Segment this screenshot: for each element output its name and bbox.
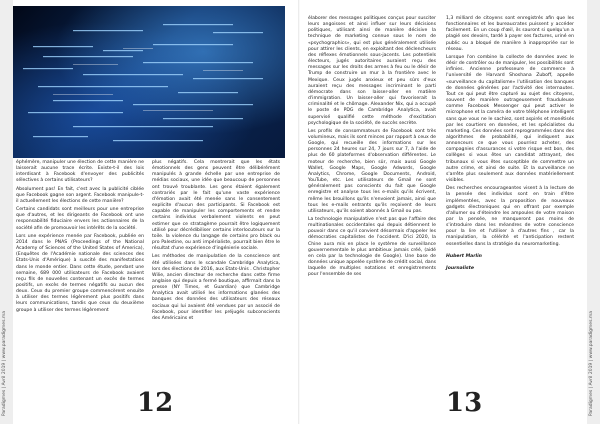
side-strip-text: Paradigmes | Avril 2019 | www.paradigmes.ma (589, 310, 594, 416)
article-column-4 (446, 16, 574, 396)
paragraph: plus négatifs. Cela montrerait que les états émotionnels des gens peuvent être délibérément manipulés à grande échelle par une entreprise de médias sociaux, une idée que beaucoup de personnes ont trouvé troublante. Les gens étaient également contrariés par le fait qu'une vaste expérience d'émotion avait été menée sans le consentement explicite d'aucun des participants. Si Facebook est capable de manipuler les comportements et rendre certains individus verbalement violents en peut estimer que ce stratagème pourrait être logiquement utilisé pour décrédibiliser certains interlocuteurs sur la toile. la violence du langage de certains pro black ou pro Palestine, ou anti impérialiste, pourrait bien être le résultat d'une expérience d'ingénierie sociale. (152, 160, 280, 252)
paragraph: Lors une expérience menée par Facebook, publiée en 2014 dans le PNAS (Proceedings of the National Academy of Sciences of the United States of America), (Enquêtes de l'Académie nationale des sciences des Etats-Unis d'Amérique) à suscité des manifestations dans le monde entier. Dans cette étude, pendant une semaine, 689 000 utilisateurs de Facebook avaient reçu fils de nouvelles contenant un excès de termes positifs, un excès de termes négatifs ou aucun des deux. Ceux du premier groupe commencèrent ensuite à utiliser des termes légèrement plus positifs dans leurs communications, tandis que ceux du deuxième groupe à utiliser des termes légèrement (16, 233, 144, 313)
paragraph: Des recherches encourageantes visent à la lecture de la pensée des individus sont en train d'être implémentées, avec la proposition de nouveaux gadgets électroniques qui en offrant par exemple d'allumer ou d'éteindre les ampoules de votre maison par la pensée, ne manqueront pas moins de s'introduire dans les méandres de votre conscience pour la lire et l'utiliser à d'autres fins , car la manipulation, la célérité et l'anticipation restent essentielles dans la stratégie du neuromarketing. (446, 186, 574, 247)
paragraph: Les profils de consommateurs de Facebook sont très volumineux, mais ils sont minces par rapport à ceux de Google, qui recueille des informations sur les personnes 24 heures sur 24, 7 jours sur 7, à l'aide de plus de 60 plateformes d'observation différentes. Le moteur de recherche, bien sûr, mais aussi Google Wallet, Google Maps, Google Adwords, Google Analytics, Chrome, Google Documents, Android, YouTube, etc. Les utilisateurs de Gmail ne sont généralement pas conscients du fait que Google enregistre et analyse tous les e-mails qu'ils écrivent, même les brouillons qu'ils n'envoient jamais, ainsi que tous les e-mails entrants qu'ils reçoivent de leurs utilisateurs, qu'ils soient abonnés à Gmail ou pas. (308, 128, 436, 214)
paragraph: Les méthodes de manipulation de la conscience ont été utilisées dans le scandale Cambridge Analytica, lors des élections de 2016, aux Etats-Unis . Christopher Wilie, ancien directeur de recherche dans cette firme anglaise qui depuis a fermé boutique, affirmait dans la presse (NY Times, et Guardian) que Cambridge Analytica avait utilisé les informations glanées des banques des données des utilisateurs des réseaux sociaux qui lui avaient été vendues par un associé de Facebook, pour identifier les préjugés subconscients des Américains et (152, 254, 280, 321)
author-role: Journaliste (446, 265, 474, 271)
page-number: 13 (446, 388, 483, 418)
code-lines-graphic (13, 6, 285, 158)
paragraph: Lorsque l'on combine la collecte de données avec le désir de contrôler ou de manipuler, les possibilités sont infinies. Ancienne professeure de commerce à l'université de Harvard Shoshana Zuboff, appelle «surveillance du capitalisme» l'utilisation des banques de données générées par l'activité des internautes. Tout ce qui peut être capturé au sujet des citoyens, souvent de manière outrageusement frauduleuse comme Facebook Messenger qui peut activer le microphone et la caméra de votre téléphone intelligent sans que vous ne le sachiez, sont aspirés et monétisés par les courtiers en données, et les spécialistes du marketing. Ces données sont reprogrammées dans des algorithmes de probabilité, qui indiquent aux annonceurs ce que vous pourriez acheter, des compagnies d'assurances si votre risque est bon, des collèges si vous êtes un candidat attrayant, des tribunaux si vous êtes susceptible de commettre un autre crime, et ainsi de suite. Et la surveillance ne s'arrête plus seulement aux données matériellement visibles. (446, 54, 574, 184)
paragraph: éphémère, manipuler une élection de cette manière ne laisserait aucune trace écrite. Existe-t-il des lois interdisant à Facebook d'envoyer des publicités sélectives à certains utilisateurs? (16, 160, 144, 184)
paragraph: 1,3 milliard de citoyens sont enregistrés afin que les fonctionnaires et les bureaucrates puissent y accéder facilement. En un coup d'œil, ils sauront si quelqu'un a plagié ses devoirs, tardé à payer ses factures, uriné en public ou a bloqué de manière à inappropriée sur le réseau. (446, 16, 574, 52)
side-strip-left (0, 0, 13, 424)
article-column-1 (16, 160, 144, 400)
page-number: 12 (137, 388, 174, 418)
side-strip-right (587, 0, 600, 424)
hero-image (13, 6, 285, 158)
article-column-3 (308, 16, 436, 396)
paragraph: élaborer des messages politiques conçus pour susciter leurs angoisses et ainsi influer sur leurs décisions politiques, utilisant ainsi de manière décisive la technique de marketing connue sous le nom de «psychographics», qui est plus généralement utilisée pour attirer les clients, en exploitant des déclencheurs des réflexes émotionnels sous-jacents. Les potentiels électeurs, jugés autoritaires auraient reçu des messages sur les droits des armes à feu ou le désir de Trump de construire un mur à la frontière avec le Mexique. Ceux jugés anxieux et peu sûrs d'eux auraient reçu des messages incriminant le parti démocrate dans son laisser-aller en matière d'immigration. Un laisser-aller qui favoriserait la criminalité et le chômage. Alexander Nix, qui a occupé le poste de PDG de Cambridge Analytica, avait supervisé qualifié cette méthode d'excitation psychologique de la société, de succès secrète. (308, 16, 436, 126)
paragraph: Absolument pas! En fait, c'est avec la publicité ciblée que Facebook gagne son argent. Facebook manipule-t-il actuellement les élections de cette manière? (16, 186, 144, 204)
side-strip-text: Paradigmes | Avril 2019 | www.paradigmes.ma (2, 310, 7, 416)
author-name: Hubert Marlin (446, 253, 482, 259)
article-column-2 (152, 160, 280, 400)
paragraph: Certains candidats sont meilleurs pour une entreprise que d'autres, et les dirigeants de Facebook ont une responsabilité fiduciaire envers les actionnaires de la société afin de promouvoir les intérêts de la société. (16, 207, 144, 231)
paragraph: La technologie manipulative n'est pas que l'affaire des multinationales occidentales qui depuis détiennent le pouvoir dans ce qu'il convient désormais d'appeler les démocraties capitalistes de l'occident. D'ici 2020, la Chine aura mis en place le système de surveillance gouvernementale le plus ambitieux jamais créé, (aidé en cela par la technologie de Google). Une base de données unique appelée système de crédit social, dans laquelle de multiples notations et enregistrements pour l'ensemble de ses (308, 217, 436, 278)
right-page (300, 0, 600, 424)
